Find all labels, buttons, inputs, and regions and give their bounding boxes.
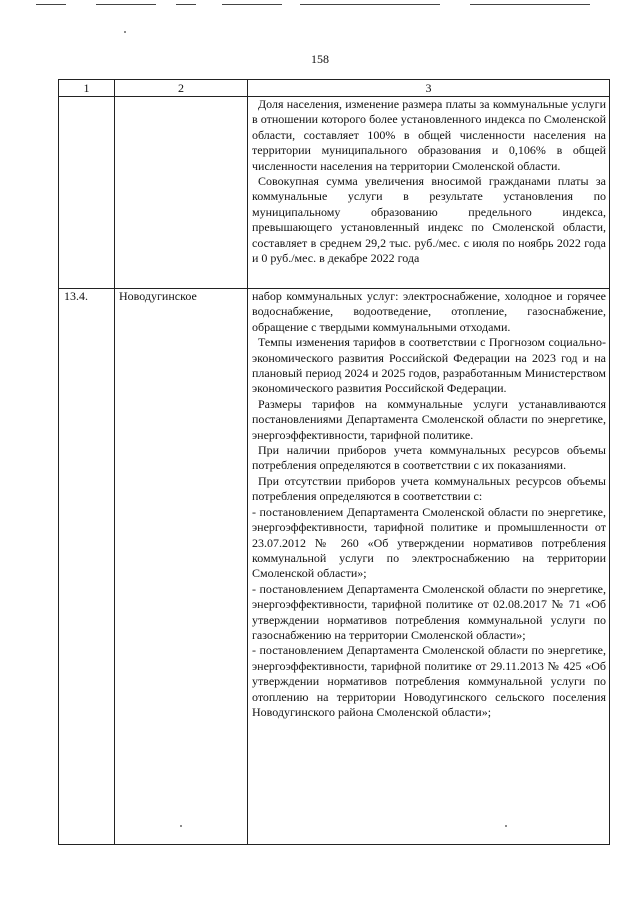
- description-cell: [248, 97, 610, 289]
- table-header-row: [59, 80, 610, 97]
- tariff-table: [58, 79, 610, 845]
- scan-speck: [124, 31, 126, 33]
- paragraph: При наличии приборов учета коммунальных ресурсов объемы потребления определяются в соответствии с их показаниями.: [252, 443, 606, 473]
- column-header: 2: [115, 80, 248, 97]
- paragraph: набор коммунальных услуг: электроснабжение, холодное и горячее водоснабжение, водоотведение, отопление, газоснабжение, обращение с твердыми коммунальными отходами.: [252, 289, 606, 334]
- scan-artifact-line: [176, 4, 196, 5]
- paragraph: Размеры тарифов на коммунальные услуги устанавливаются постановлениями Департамента Смоленской области по энергетике, энергоэффективности, тарифной политике.: [252, 396, 606, 442]
- paragraph: При отсутствии приборов учета коммунальных ресурсов объемы потребления определяются в соответствии с:: [252, 473, 606, 504]
- paragraph: - постановлением Департамента Смоленской области по энергетике, энергоэффективности, тарифной политике от 29.11.2013 № 425 «Об утверждении нормативов потребления коммунальной услуги по отоплению на территории Новодугинского сельского поселения Новодугинского района Смоленской области»;: [252, 643, 606, 719]
- scan-artifact-line: [470, 4, 590, 5]
- paragraph: Совокупная сумма увеличения вносимой гражданами платы за коммунальные услуги в результате установления по муниципальному образованию предельного индекса, превышающего установленный индекс по Смоленской области, составляет в среднем 29,2 тыс. руб./мес. с июля по ноябрь 2022 года и 0 руб./мес. в декабре 2022 года: [252, 174, 606, 266]
- paragraph: Доля населения, изменение размера платы за коммунальные услуги в отношении которого более установленного индекса по Смоленской области, составляет 100% в общей численности населения на территории муниципального образования и 0,106% в общей численности населения на территории Смоленской области.: [252, 97, 606, 173]
- table-row: [59, 289, 610, 845]
- table-row: [59, 97, 610, 289]
- row-number-cell: 13.4.: [59, 289, 115, 845]
- scan-artifact-line: [222, 4, 282, 5]
- municipality-cell: [115, 97, 248, 289]
- page-number: 158: [311, 52, 329, 66]
- municipality-cell: Новодугинское: [115, 289, 248, 845]
- paragraph: Темпы изменения тарифов в соответствии с Прогнозом социально-экономического развития Российской Федерации на 2023 год и на плановый период 2024 и 2025 годов, разработанным Министерством экономического развития Российской Федерации.: [252, 335, 606, 396]
- description-cell: [248, 289, 610, 845]
- scan-artifact-line: [36, 4, 66, 5]
- row-number-cell: [59, 97, 115, 289]
- scan-artifact-line: [96, 4, 156, 5]
- column-header: 1: [59, 80, 115, 97]
- paragraph: - постановлением Департамента Смоленской области по энергетике, энергоэффективности, тарифной политике и промышленности от 23.07.2012 № 260 «Об утверждении нормативов потребления коммунальной услуги по электроснабжению на территории Смоленской области»;: [252, 504, 606, 581]
- paragraph: - постановлением Департамента Смоленской области по энергетике, энергоэффективности, тарифной политике от 02.08.2017 № 71 «Об утверждении нормативов потребления коммунальной услуги по газоснабжению на территории Смоленской области»;: [252, 581, 606, 642]
- scan-artifact-line: [300, 4, 440, 5]
- column-header: 3: [248, 80, 610, 97]
